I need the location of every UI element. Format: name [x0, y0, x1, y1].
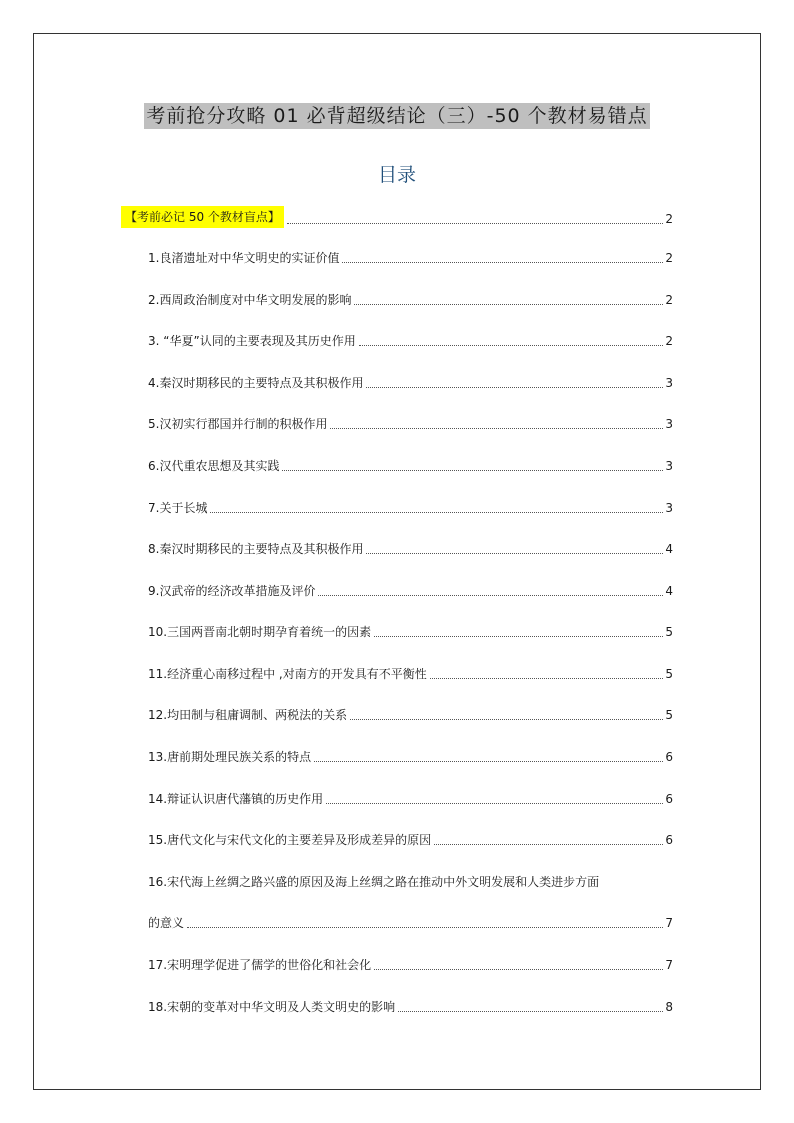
toc-entry-label: 18.宋朝的变革对中华文明及人类文明史的影响 — [148, 1000, 396, 1014]
toc-entry-label: 6.汉代重农思想及其实践 — [148, 459, 280, 473]
toc-entry-label: 17.宋明理学促进了儒学的世俗化和社会化 — [148, 958, 372, 972]
toc-entry-label: 4.秦汉时期移民的主要特点及其积极作用 — [148, 376, 364, 390]
toc-leader-dots — [314, 761, 663, 762]
toc-entry-label: 11.经济重心南移过程中 ,对南方的开发具有不平衡性 — [148, 667, 427, 681]
toc-page-number: 5 — [665, 625, 673, 639]
toc-entry[interactable] — [148, 499, 673, 517]
toc-entry[interactable] — [148, 831, 673, 849]
toc-page-number: 2 — [665, 293, 673, 307]
toc-page-number: 2 — [665, 251, 673, 265]
toc-leader-dots — [210, 512, 663, 513]
toc-entry[interactable] — [148, 665, 673, 683]
toc-page-number: 2 — [665, 212, 673, 226]
toc-section-label: 【考前必记 50 个教材盲点】 — [121, 206, 284, 228]
toc-leader-dots — [354, 304, 663, 305]
toc-page-number: 6 — [665, 750, 673, 764]
toc-entry-label: 14.辩证认识唐代藩镇的历史作用 — [148, 792, 324, 806]
toc-entry[interactable] — [148, 623, 673, 641]
toc-page-number: 7 — [665, 916, 673, 930]
toc-entry-label: 5.汉初实行郡国并行制的积极作用 — [148, 417, 328, 431]
toc-entry-label: 15.唐代文化与宋代文化的主要差异及形成差异的原因 — [148, 833, 432, 847]
toc-leader-dots — [326, 803, 663, 804]
toc-leader-dots — [359, 345, 664, 346]
toc-entry[interactable] — [148, 415, 673, 433]
toc-entry-label: 的意义 — [148, 916, 185, 930]
toc-page-number: 4 — [665, 542, 673, 556]
toc-leader-dots — [374, 969, 663, 970]
toc-leader-dots — [366, 553, 663, 554]
toc-leader-dots — [398, 1011, 663, 1012]
toc-heading: 目录 — [377, 164, 416, 186]
toc-entry-label: 9.汉武帝的经济改革措施及评价 — [148, 584, 316, 598]
toc-entry[interactable] — [148, 790, 673, 808]
toc-page-number: 4 — [665, 584, 673, 598]
toc-page-number: 5 — [665, 708, 673, 722]
toc-leader-dots — [366, 387, 663, 388]
toc-page-number: 3 — [665, 376, 673, 390]
toc-entry-label: 10.三国两晋南北朝时期孕育着统一的因素 — [148, 625, 372, 639]
toc-entry-label: 12.均田制与租庸调制、两税法的关系 — [148, 708, 348, 722]
toc-page-number: 8 — [665, 1000, 673, 1014]
toc-entry-label: 13.唐前期处理民族关系的特点 — [148, 750, 312, 764]
toc-section-entry[interactable] — [121, 206, 673, 228]
toc-page-number: 5 — [665, 667, 673, 681]
toc-entry[interactable] — [148, 914, 673, 932]
toc-leader-dots — [434, 844, 663, 845]
toc-page-number: 7 — [665, 958, 673, 972]
toc-leader-dots — [342, 262, 663, 263]
toc-leader-dots — [350, 719, 663, 720]
toc-leader-dots — [187, 927, 663, 928]
toc-entry-label: 1.良渚遗址对中华文明史的实证价值 — [148, 251, 340, 265]
toc-entry[interactable] — [148, 956, 673, 974]
toc-entry[interactable] — [148, 748, 673, 766]
toc-leader-dots — [287, 223, 663, 224]
toc-page-number: 2 — [665, 334, 673, 348]
toc-leader-dots — [318, 595, 663, 596]
toc-entry[interactable] — [148, 374, 673, 392]
toc-page-number: 3 — [665, 501, 673, 515]
toc-entry[interactable] — [148, 249, 673, 267]
toc-leader-dots — [282, 470, 663, 471]
toc-entry[interactable] — [148, 332, 673, 350]
toc-entry[interactable] — [148, 706, 673, 724]
toc-entry-label: 3. “华夏”认同的主要表现及其历史作用 — [148, 334, 356, 348]
toc-leader-dots — [330, 428, 663, 429]
toc-page-number: 3 — [665, 459, 673, 473]
toc-entry[interactable] — [148, 291, 673, 309]
document-title-text: 考前抢分攻略 01 必背超级结论（三）-50 个教材易错点 — [146, 105, 648, 127]
toc-entry[interactable] — [148, 540, 673, 558]
toc-leader-dots — [430, 678, 664, 679]
toc-page-number: 6 — [665, 833, 673, 847]
toc-entry-label: 8.秦汉时期移民的主要特点及其积极作用 — [148, 542, 364, 556]
toc-entry[interactable] — [148, 457, 673, 475]
toc-entry-label: 2.西周政治制度对中华文明发展的影响 — [148, 293, 352, 307]
toc-entry-label-line1: 16.宋代海上丝绸之路兴盛的原因及海上丝绸之路在推动中外文明发展和人类进步方面 — [148, 875, 600, 889]
toc-entry-label: 7.关于长城 — [148, 501, 208, 515]
toc-page-number: 3 — [665, 417, 673, 431]
toc-leader-dots — [374, 636, 663, 637]
toc-entry[interactable] — [148, 998, 673, 1016]
toc-entry[interactable] — [148, 582, 673, 600]
toc-page-number: 6 — [665, 792, 673, 806]
